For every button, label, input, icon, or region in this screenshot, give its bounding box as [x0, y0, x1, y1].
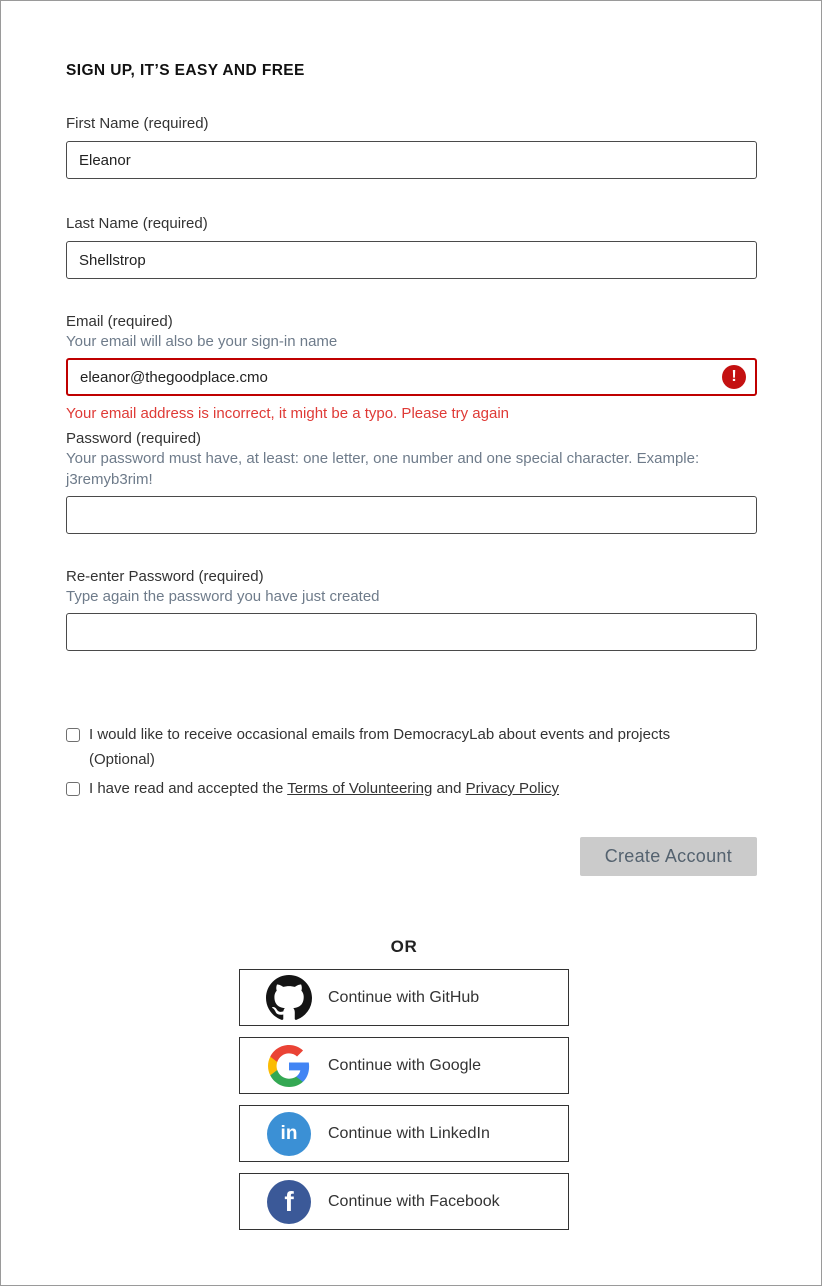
create-account-button[interactable]: Create Account: [580, 837, 757, 876]
last-name-label: Last Name (required): [66, 215, 208, 232]
linkedin-icon: in: [266, 1111, 312, 1157]
social-button-label: Continue with Google: [328, 1056, 481, 1074]
newsletter-option-row: [66, 722, 757, 772]
reenter-password-label: Re-enter Password (required): [66, 568, 264, 585]
social-button-label: Continue with Facebook: [328, 1192, 500, 1210]
reenter-password-field: [66, 567, 757, 651]
newsletter-checkbox[interactable]: [66, 728, 80, 742]
email-hint: Your email will also be your sign-in name: [66, 333, 338, 350]
email-label: Email (required): [66, 313, 173, 330]
page-title: SIGN UP, IT’S EASY AND FREE: [66, 62, 305, 79]
password-field: [66, 429, 757, 534]
social-login-section: [239, 936, 569, 1286]
newsletter-label: I would like to receive occasional emails from DemocracyLab about events and projects (Optional): [89, 726, 671, 768]
email-input[interactable]: [66, 358, 757, 396]
continue-with-github-button[interactable]: [239, 969, 569, 1026]
email-error-message: Your email address is incorrect, it might be a typo. Please try again: [66, 405, 509, 422]
email-error-icon: !: [722, 365, 746, 389]
continue-with-facebook-button[interactable]: [239, 1173, 569, 1230]
github-icon: [266, 975, 312, 1021]
terms-label-middle: and: [432, 780, 466, 797]
password-hint: Your password must have, at least: one letter, one number and one special character. Example: j3remyb3rim!: [66, 450, 700, 488]
social-button-label: Continue with GitHub: [328, 988, 480, 1006]
or-divider: OR: [390, 937, 418, 956]
reenter-password-hint: Type again the password you have just created: [66, 588, 380, 605]
google-icon: [266, 1043, 312, 1089]
facebook-icon: f: [266, 1179, 312, 1225]
email-input-wrap: [66, 358, 757, 396]
first-name-label: First Name (required): [66, 115, 209, 132]
terms-of-volunteering-link[interactable]: Terms of Volunteering: [287, 780, 433, 797]
terms-option-row: [66, 776, 757, 801]
continue-with-linkedin-button[interactable]: [239, 1105, 569, 1162]
reenter-password-input[interactable]: [66, 613, 757, 651]
email-field: [66, 312, 757, 423]
first-name-field: [66, 114, 757, 179]
last-name-input[interactable]: [66, 241, 757, 279]
terms-label: [89, 776, 559, 801]
privacy-policy-link[interactable]: Privacy Policy: [465, 780, 560, 797]
password-label: Password (required): [66, 430, 202, 447]
password-input[interactable]: [66, 496, 757, 534]
signup-form: [1, 1, 821, 1286]
first-name-input[interactable]: [66, 141, 757, 179]
continue-with-google-button[interactable]: [239, 1037, 569, 1094]
terms-checkbox[interactable]: [66, 782, 80, 796]
social-button-label: Continue with LinkedIn: [328, 1124, 490, 1142]
last-name-field: [66, 214, 757, 279]
terms-label-prefix: I have read and accepted the: [89, 780, 288, 797]
submit-row: [66, 837, 757, 876]
